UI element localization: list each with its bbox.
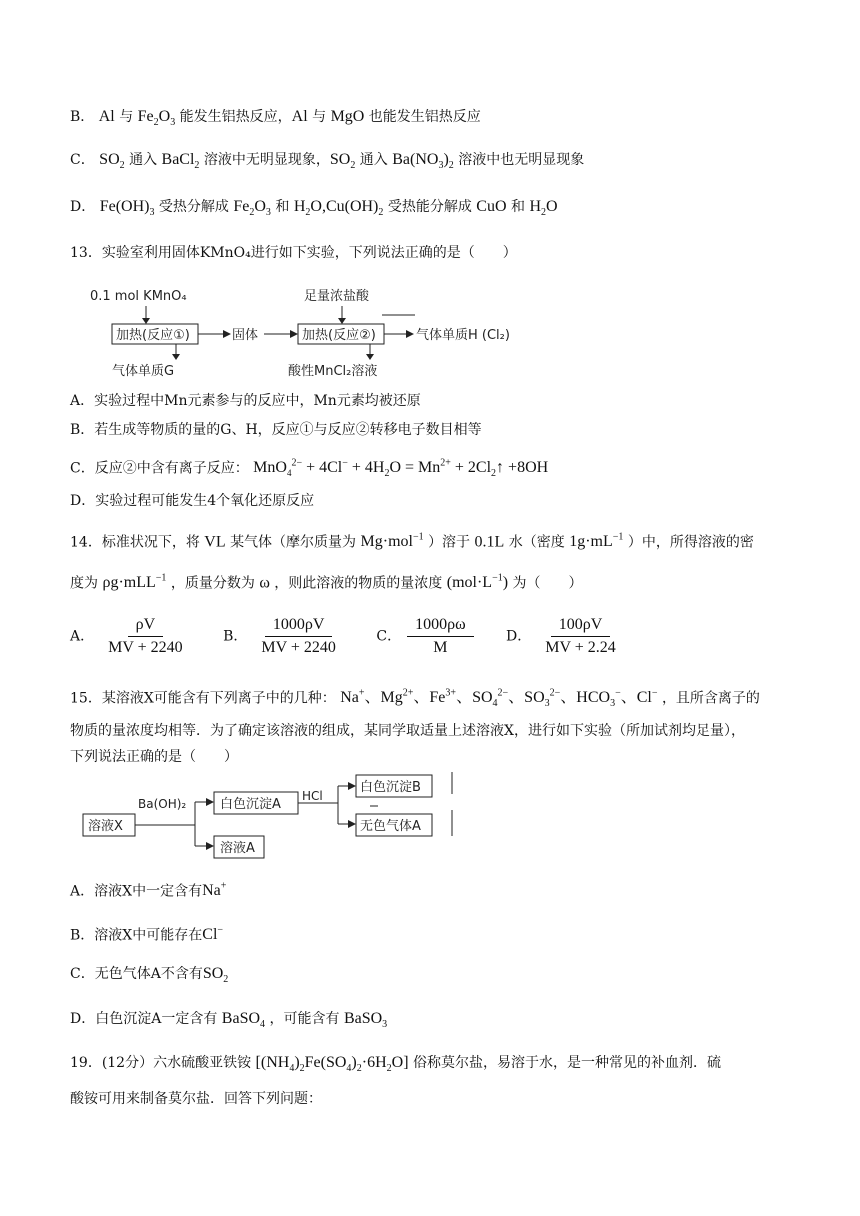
q15-option-a: A．溶液X中一定含有Na+ [70, 881, 227, 900]
q13-stem: 13．实验室利用固体KMnO₄进行如下实验，下列说法正确的是（ ） [70, 245, 517, 261]
q15-flow-diagram [80, 770, 460, 860]
q14-line2-prefix: 度为 [70, 575, 98, 592]
q15-stem: 15．某溶液X可能含有下列离子中的几种： Na+、$Mg^{2+}$、$Fe^{3+}$、$SO_4^{2-}$、$SO_3^{2-}$、$HCO_3^-$、Cl− ，且所含离子的 [70, 688, 760, 710]
q15-reagent1: Ba(OH)₂ [138, 797, 187, 811]
q15-d-mid: ，可能含有 [269, 1011, 340, 1027]
q13-reagent: 0.1 mol KMnO₄ [90, 289, 187, 304]
q14-stem: 14．标准状况下，将 VL 某气体（摩尔质量为 Mg·mol$^{-1}$ ）溶于 0.1L 水（密度 $1g\cdot mL^{-1}$ ）中，所得溶液的密 [70, 532, 754, 551]
q14-line2-mid: ，质量分数为 [170, 575, 255, 592]
q13-box1: 加热(反应①) [116, 328, 190, 343]
q14-option-a: A． $\frac{\rho V}{MV + 2240}$ [70, 616, 183, 656]
q13-c-prefix: C．反应②中含有离子反应： [70, 460, 249, 477]
q19-prefix: 19．(12分）六水硫酸亚铁铵 [70, 1055, 252, 1071]
q14-stem-mid2: ）溶于 [428, 534, 471, 551]
q15-a-text: A．溶液X中一定含有 [70, 883, 203, 900]
q14-stem-prefix: 14．标准状况下，将 [70, 534, 200, 551]
q14-stem-mid1: 某气体（摩尔质量为 [230, 534, 357, 551]
q13-flow-diagram [90, 282, 550, 386]
q15-solution-a: 溶液A [220, 841, 255, 856]
q13-solution: 酸性MnCl₂溶液 [288, 364, 378, 379]
q14-line2-mid2: ，则此溶液的物质的量浓度 [274, 575, 443, 592]
q14-options [70, 614, 652, 659]
q15-line3: 下列说法正确的是（ ） [70, 749, 238, 765]
q19-line2: 酸铵可用来制备莫尔盐．回答下列问题： [70, 1091, 322, 1107]
q15-b-text: B．溶液X中可能存在 [70, 927, 203, 944]
q15-gas-a: 无色气体A [360, 819, 421, 834]
q12-b-label: B． [70, 109, 95, 125]
q13-option-c: C．反应②中含有离子反应： $MnO_4^{2-} + 4Cl^- + 4H_2O = Mn^{2+}$ + $2Cl_2↑ +8OH$ [70, 458, 549, 480]
q13-option-a: A．实验过程中Mn元素参与的反应中，Mn元素均被还原 [70, 393, 421, 409]
q14-stem-line2: 度为 ρg·mLL$^{-1}$ ，质量分数为 ω ，则此溶液的物质的量浓度 $(mol\cdot L^{-1})$ 为（ ） [70, 573, 583, 592]
q13-option-b: B．若生成等物质的量的G、H，反应①与反应②转移电子数目相等 [70, 422, 482, 438]
q12-c-label: C． [70, 152, 95, 168]
q15-option-d: D．白色沉淀A一定含有 BaSO$_4$ ，可能含有 BaSO$_3$ [70, 1010, 388, 1031]
q15-line2: 物质的量浓度均相等．为了确定该溶液的组成，某同学取适量上述溶液X，进行如下实验（所加试剂均足量）， [70, 723, 745, 739]
q14-line2-end: 为（ ） [512, 575, 583, 592]
q15-c-text: C．无色气体A不含有 [70, 966, 203, 982]
q15-reagent2: HCl [302, 789, 323, 803]
q14-option-d: D． $\frac{100\rho V}{MV + 2.24}$ [506, 616, 616, 656]
q19-suffix: 俗称莫尔盐，易溶于水，是一种常见的补血剂．硫 [412, 1055, 721, 1071]
q12-option-c: C． $SO_2$ 通入 BaCl$_2$ 溶液中无明显现象，$SO_2$ 通入 $Ba(NO_3)_2$ 溶液中也无明显现象 [70, 151, 585, 172]
q15-precip-b: 白色沉淀B [360, 780, 421, 795]
q15-option-b: B．溶液X中可能存在Cl− [70, 925, 224, 944]
q13-acid: 足量浓盐酸 [304, 289, 370, 304]
q13-gas-g: 气体单质G [112, 364, 175, 379]
q15-stem-end: ，且所含离子的 [661, 690, 760, 707]
q15-precip-a: 白色沉淀A [220, 797, 281, 812]
q12-option-b: B． Al 与 $Fe_2O_3$ 能发生铝热反应，Al 与 MgO 也能发生铝热反应 [70, 108, 481, 129]
q15-stem-prefix: 15．某溶液X可能含有下列离子中的几种： [70, 690, 336, 707]
q13-option-d: D．实验过程可能发生4个氧化还原反应 [70, 493, 315, 509]
q13-solid: 固体 [232, 328, 259, 343]
q14-stem-mid3: 水（密度 [508, 534, 565, 551]
q13-gas-h: 气体单质H (Cl₂) [416, 328, 510, 343]
q14-stem-end: ）中，所得溶液的密 [627, 534, 754, 551]
q15-option-c: C．无色气体A不含有$SO_2$ [70, 965, 229, 986]
q12-d-label: D． [70, 199, 96, 215]
q14-option-b: B． $\frac{1000\rho V}{MV + 2240}$ [223, 616, 336, 656]
q15-d-prefix: D．白色沉淀A一定含有 [70, 1011, 218, 1027]
q13-box2: 加热(反应②) [302, 328, 376, 343]
q15-solution-x: 溶液X [88, 819, 123, 834]
q14-option-c: C． $\frac{1000\rho\omega}{M}$ [376, 614, 479, 659]
q19-stem: 19．(12分）六水硫酸亚铁铵 $[(NH_4)_2Fe(SO_4)_2\cdot 6H_2O]$ 俗称莫尔盐，易溶于水，是一种常见的补血剂．硫 [70, 1054, 721, 1075]
q12-option-d: D． $Fe(OH)_3$ 受热分解成 $Fe_2O_3$ 和 $H_2O,Cu(OH)_2$ 受热能分解成 CuO 和 $H_2O$ [70, 198, 558, 219]
